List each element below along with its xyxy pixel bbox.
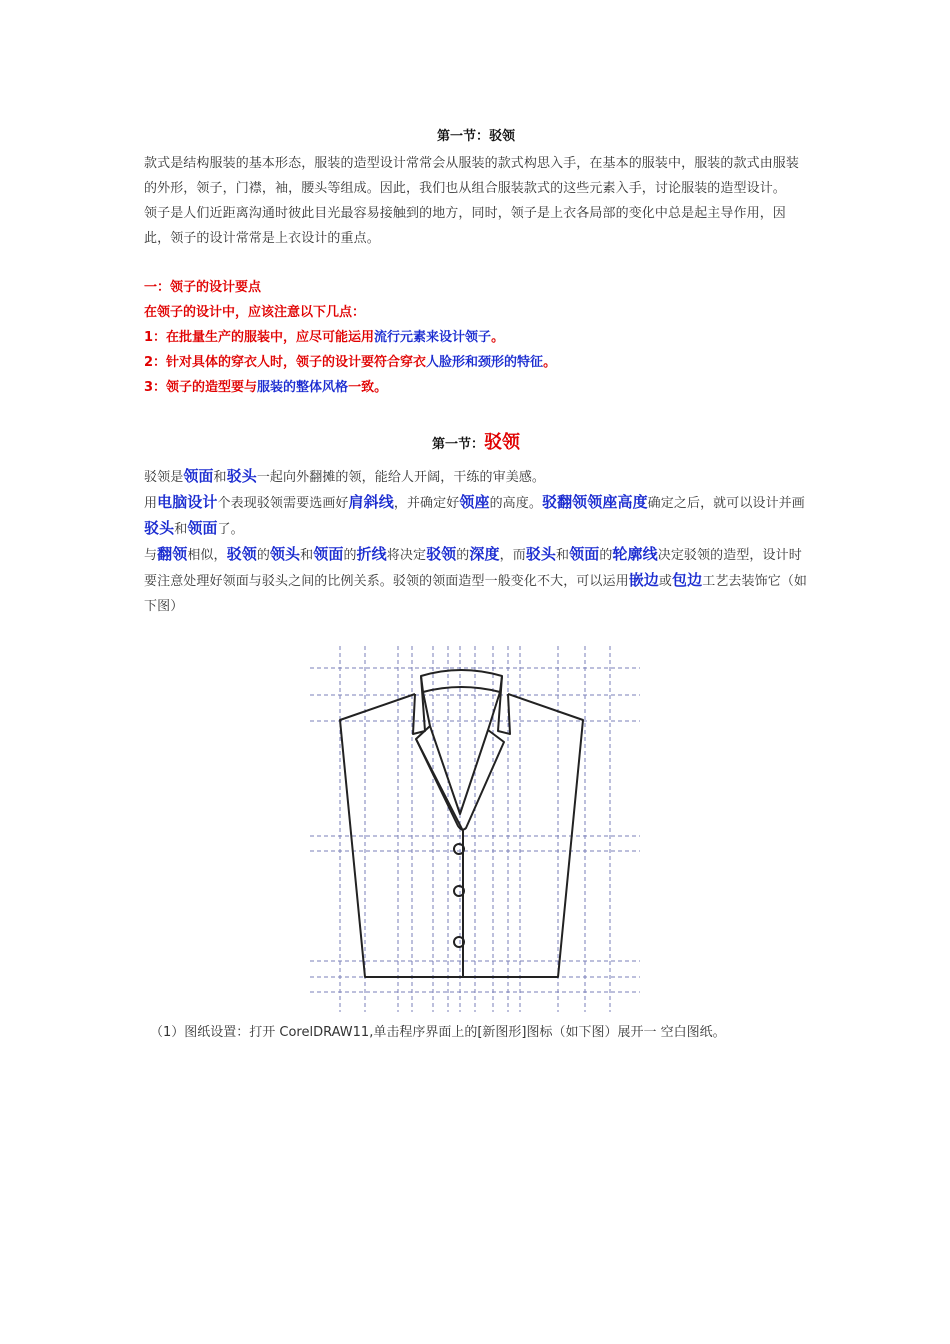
lapel-paragraph-3	[144, 542, 808, 619]
text-run: 了。	[217, 522, 244, 537]
lapel-line-1	[144, 464, 808, 490]
text-run: 和	[300, 548, 314, 563]
section-title-main: 驳领	[484, 432, 520, 453]
highlight-term: 肩斜线	[348, 493, 394, 511]
text-run: 相似，	[187, 548, 227, 563]
text-run: 将决定	[386, 548, 427, 563]
front-placket-line	[416, 739, 463, 977]
point-2-highlight: 人脸形和颈形的特征	[426, 355, 544, 370]
guide-grid	[310, 646, 640, 1012]
highlight-term: 电脑设计	[157, 493, 218, 511]
highlight-term: 嵌边	[628, 571, 659, 589]
intro-paragraph-collar: 领子是人们近距离沟通时彼此目光最容易接触到的地方，同时，领子是上衣各局部的变化中总是起主导作用，因此，领子的设计常常是上衣设计的重点。	[144, 206, 786, 246]
lapel-fold-line	[430, 726, 488, 814]
text-run: 的	[256, 548, 270, 563]
point-1-highlight: 流行元素来设计领子	[374, 330, 492, 345]
highlight-term: 领面	[569, 545, 600, 563]
point-1-end: 。	[491, 330, 505, 345]
spacer	[144, 400, 808, 428]
text-run: 与	[144, 548, 158, 563]
highlight-term: 领面	[187, 519, 218, 537]
text-run: 个表现驳领需要选画好	[217, 496, 349, 511]
text-run: 的	[343, 548, 357, 563]
highlight-term: 领面	[313, 545, 344, 563]
highlight-term: 领头	[269, 545, 301, 563]
highlight-term: 驳头	[144, 519, 175, 537]
text-run: 和	[556, 548, 570, 563]
lapel-paragraph-2	[144, 490, 808, 542]
highlight-term: 驳头	[226, 467, 257, 485]
highlight-term: 深度	[469, 545, 500, 563]
text-run: 驳领是	[144, 470, 184, 485]
text-run: 和	[174, 522, 188, 537]
text-run: 决定驳领的造型，设计时要注意处理好领面与驳头之间的比例关系。驳领的领面造型一般变化不大，可以运用	[144, 548, 802, 589]
text-run: 的高度。	[489, 496, 542, 511]
points-heading: 一：领子的设计要点	[144, 280, 262, 295]
shirt-drawing	[310, 646, 640, 1012]
point-2-text: 2：针对具体的穿衣人时，领子的设计要符合穿衣	[144, 355, 427, 370]
spacer	[144, 251, 808, 275]
text-run: 一起向外翻摊的领，能给人开阔，干练的审美感。	[256, 470, 546, 485]
intro-paragraph-style: 款式是结构服装的基本形态，服装的造型设计常常会从服装的款式构思入手，在基本的服装中，服装的款式由服装的外形，领子，门襟，袖，腰头等组成。因此，我们也从组合服装款式的这些元素入手，讨论服装的造型设计。	[144, 156, 800, 196]
text-run: 或	[658, 574, 673, 589]
point-3	[144, 375, 808, 400]
text-run: 用	[144, 496, 158, 511]
point-3-highlight: 服装的整体风格	[257, 380, 349, 395]
highlight-term: 驳头	[525, 545, 556, 563]
text-run: 的	[456, 548, 470, 563]
text-run: 确定之后，就可以设计并画	[647, 496, 805, 511]
point-2-end: 。	[543, 355, 557, 370]
section-title-lapel	[144, 428, 808, 458]
section-title-prefix: 第一节：	[431, 437, 484, 452]
section-title: 第一节：驳领	[436, 129, 515, 144]
text-run: 的	[599, 548, 613, 563]
lapel-collar-figure	[310, 646, 640, 1012]
highlight-term: 驳领	[226, 545, 257, 563]
point-1-text: 1：在批量生产的服装中，应尽可能运用	[144, 330, 375, 345]
highlight-term: 领座	[459, 493, 490, 511]
text-run: 和	[213, 470, 227, 485]
point-2	[144, 350, 808, 375]
text-run: 工艺去装饰它（如下图）	[144, 574, 808, 614]
highlight-term: 驳领	[426, 545, 457, 563]
point-1	[144, 325, 808, 350]
figure-caption: （1）图纸设置：打开 CorelDRAW11,单击程序界面上的[新图形]图标（如下图）展开一 空白图纸。	[150, 1025, 726, 1040]
highlight-term: 翻领	[157, 545, 188, 563]
text-run: ，并确定好	[393, 496, 460, 511]
highlight-term: 包边	[672, 571, 703, 589]
highlight-term: 折线	[356, 545, 387, 563]
garment-outline	[340, 670, 583, 977]
point-3-text: 3：领子的造型要与	[144, 380, 258, 395]
highlight-term: 驳翻领领座高度	[541, 493, 648, 511]
highlight-term: 轮廓线	[612, 545, 658, 563]
text-run: ，而	[499, 548, 526, 563]
point-3-end: 一致。	[348, 380, 388, 395]
points-intro: 在领子的设计中，应该注意以下几点：	[144, 305, 366, 320]
content-column	[144, 128, 808, 619]
highlight-term: 领面	[183, 467, 214, 485]
left-shoulder-collar-edge	[413, 676, 425, 734]
